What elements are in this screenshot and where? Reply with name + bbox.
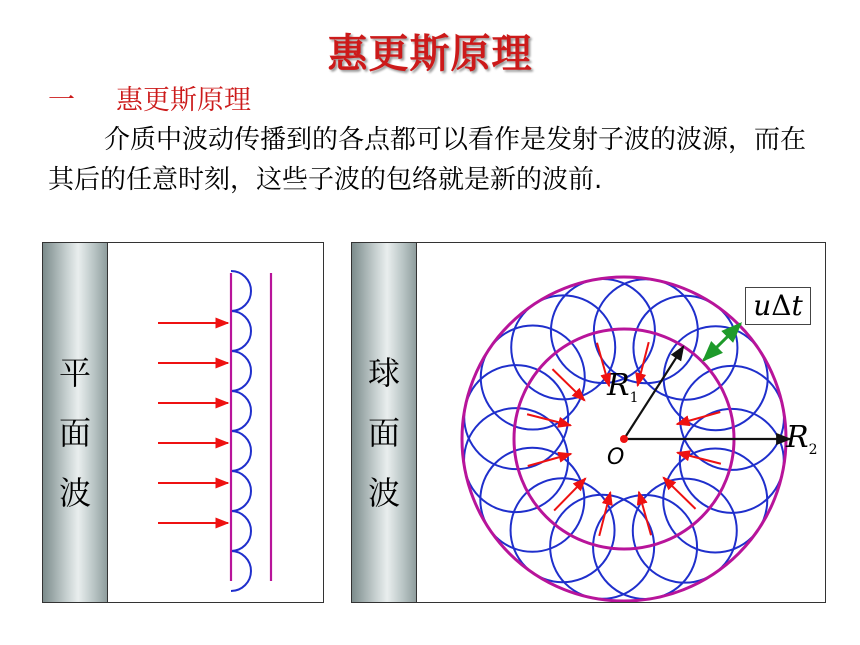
radius-r1-label (607, 368, 639, 406)
radius-r1-letter: R (607, 368, 630, 403)
plane-wave-label-char-1: 平 (58, 354, 91, 392)
origin-point (620, 435, 628, 443)
radius-r2-label (786, 420, 818, 458)
spherical-wave-label-char-2: 面 (367, 414, 400, 452)
section-heading-text: 惠更斯原理 (116, 85, 251, 116)
speed-delta-t-label (745, 287, 811, 325)
delta-distance-arrow (704, 324, 741, 361)
plane-wavelet-arc (231, 511, 251, 551)
plane-wave-figure (42, 242, 324, 603)
radius-r1-subscript: 1 (629, 390, 639, 406)
plane-wavelet-arc (231, 431, 251, 471)
plane-wavelet-arc (231, 471, 251, 511)
spherical-wave-label-char-3: 波 (367, 474, 400, 512)
plane-wavelet-arc (231, 271, 251, 311)
plane-wavelet-arc (231, 351, 251, 391)
plane-wave-label-char-3: 波 (58, 474, 91, 512)
radius-r2-subscript: 2 (808, 442, 818, 458)
plane-wave-diagram (43, 243, 323, 602)
principle-paragraph: 介质中波动传播到的各点都可以看作是发射子波的波源，而在其后的任意时刻，这些子波的包络就是新的波前. (48, 125, 807, 195)
section-number: 一 (48, 85, 75, 116)
radius-r2-letter: R (786, 420, 809, 455)
time-symbol: t (791, 289, 803, 322)
plane-wavelet-arc (231, 551, 251, 591)
plane-wavelet-arc (231, 391, 251, 431)
speed-symbol: u (753, 289, 772, 322)
origin-label: O (607, 445, 625, 470)
spherical-wave-label-char-1: 球 (367, 354, 400, 392)
section-heading (48, 78, 251, 117)
plane-wavelet-arc (231, 311, 251, 351)
plane-wave-label-char-2: 面 (58, 414, 91, 452)
slide-title: 惠更斯原理 (327, 31, 533, 77)
delta-symbol: Δ (771, 289, 792, 322)
